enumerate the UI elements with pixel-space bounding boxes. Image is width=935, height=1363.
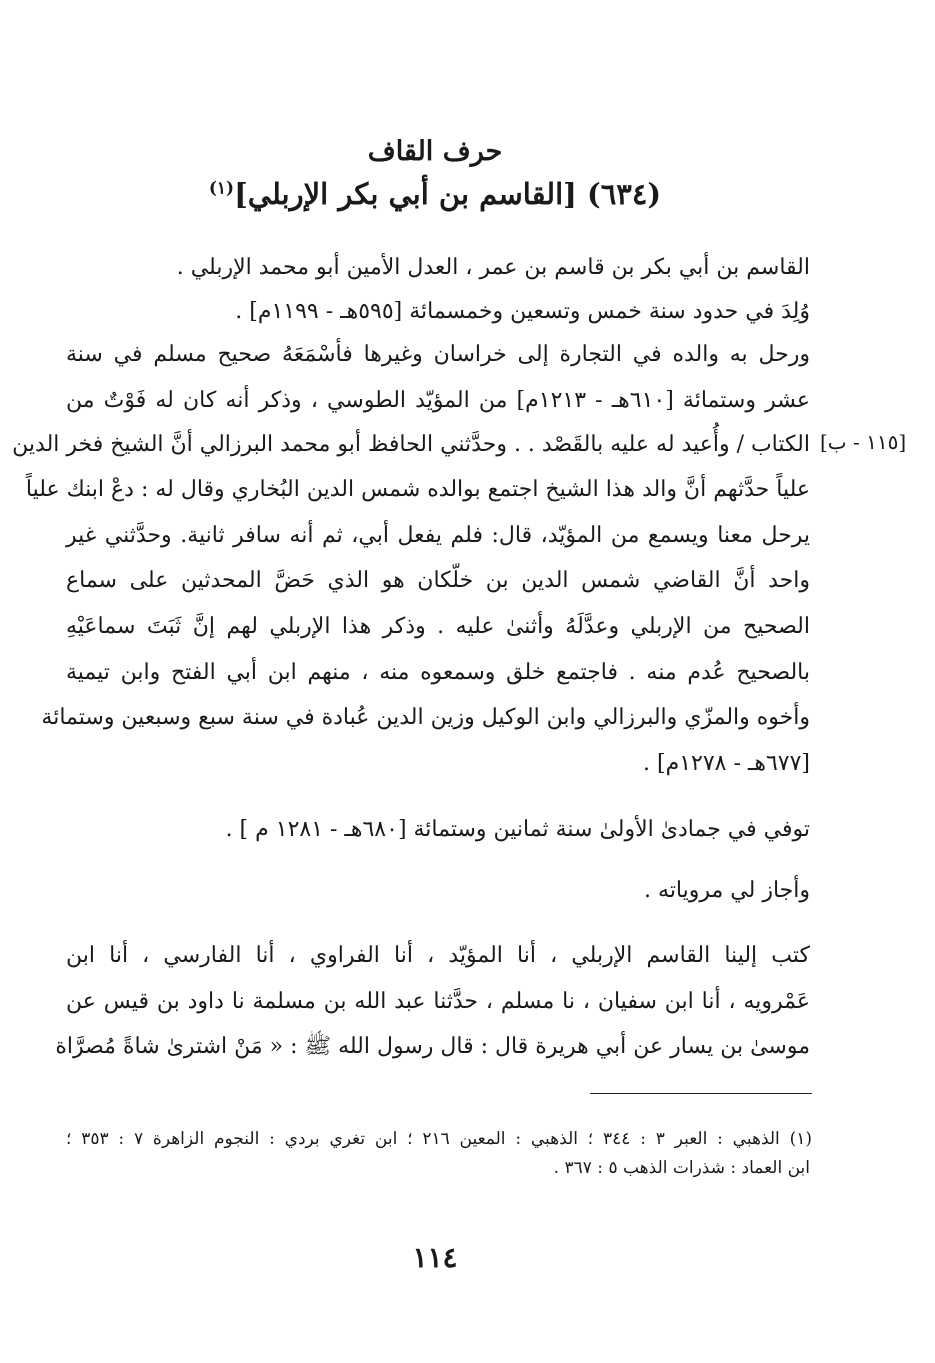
body-line-5: الكتاب / وأُعيد له عليه بالقَصْد . . وحدَّثني الحافظ أبو محمد البرزالي أنَّ الشيخ فخر الدين (12, 432, 810, 457)
death-line: توفي في جمادىٰ الأولىٰ سنة ثمانين وستمائة [٦٨٠هـ - ١٢٨١ م ] . (225, 817, 810, 842)
footnote-line-1: (١) الذهبي : العبر ٣ : ٣٤٤ ؛ الذهبي : المعين ٢١٦ ؛ ابن تغري بردي : النجوم الزاهرة ٧ : ٣٥٣ ؛ (66, 1129, 812, 1149)
body-line-6: علياً حدَّثهم أنَّ والد هذا الشيخ اجتمع بوالده شمس الدين البُخاري وقال له : دعْ ابنك علياً (25, 477, 810, 502)
margin-folio-note: [١١٥ - ب] (820, 430, 907, 454)
body-line-12: [٦٧٧هـ - ١٢٧٨م] . (643, 751, 810, 776)
body-line-1: القاسم بن أبي بكر بن قاسم بن عمر ، العدل الأمين أبو محمد الإربلي . (176, 255, 810, 280)
body-line-8: واحد أنَّ القاضي شمس الدين بن خلّكان هو الذي حَضَّ المحدثين على سماع (66, 568, 810, 593)
body-line-10: بالصحيح عُدم منه . فاجتمع خلق وسمعوه منه ، منهم ابن أبي الفتح وابن تيمية (66, 660, 810, 685)
footnote-line-2: ابن العماد : شذرات الذهب ٥ : ٣٦٧ . (553, 1158, 810, 1178)
body-line-2: وُلِدَ في حدود سنة خمس وتسعين وخمسمائة [٥٩٥هـ - ١١٩٩م] . (235, 299, 810, 324)
entry-title (60, 177, 810, 211)
ijaza-line: وأجاز لي مروياته . (644, 878, 810, 903)
body-line-9: الصحيح من الإربلي وعدَّلَهُ وأثنىٰ عليه . وذكر هذا الإربلي لهم إنَّ ثَبَتَ سماعَيْهِ (66, 614, 810, 639)
footnote-divider (590, 1093, 812, 1094)
page-number: ١١٤ (412, 1241, 458, 1274)
body-line-11: وأخوه والمزّي والبرزالي وابن الوكيل وزين الدين عُبادة في سنة سبع وسبعين وستمائة (41, 705, 810, 730)
body-line-4: عشر وستمائة [٦١٠هـ - ١٢١٣م] من المؤيّد الطوسي ، وذكر أنه كان له فَوْتٌ من (66, 388, 810, 413)
chapter-title: حرف القاف (367, 136, 503, 167)
footnote-marker: (١) (208, 178, 235, 199)
hadith-line-1: كتب إلينا القاسم الإربلي ، أنا المؤيّد ، أنا الفراوي ، أنا الفارسي ، أنا ابن (66, 943, 810, 968)
hadith-line-3: موسىٰ بن يسار عن أبي هريرة قال : قال رسول الله ﷺ : « مَنْ اشترىٰ شاةً مُصرَّاة (55, 1034, 810, 1059)
body-line-3: ورحل به والده في التجارة إلى خراسان وغيرها فأسْمَعَهُ صحيح مسلم في سنة (66, 342, 810, 367)
hadith-line-2: عَمْرويه ، أنا ابن سفيان ، نا مسلم ، حدَّثنا عبد الله بن مسلمة نا داود بن قيس عن (66, 989, 810, 1014)
body-line-7: يرحل معنا ويسمع من المؤيّد، قال: فلم يفعل أبي، ثم أنه سافر ثانية. وحدَّثني غير (66, 523, 810, 548)
entry-title-text: (٦٣٤) [القاسم بن أبي بكر الإربلي] (234, 177, 662, 211)
